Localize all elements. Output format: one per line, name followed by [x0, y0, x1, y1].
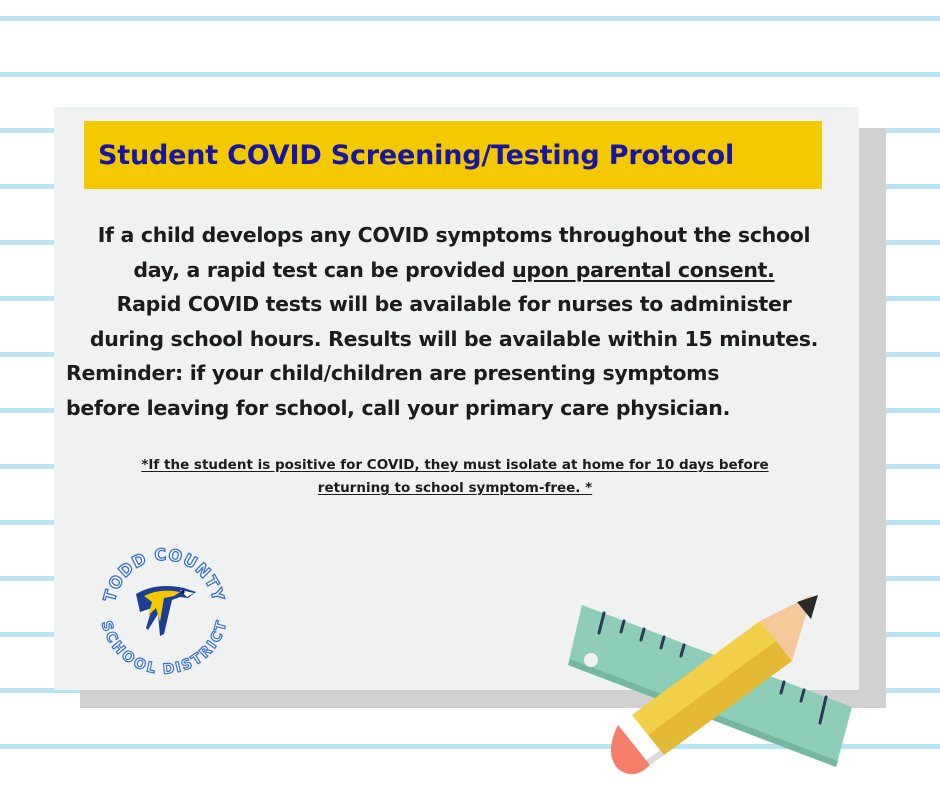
body-line-6: before leaving for school, call your primary care physician. — [66, 395, 731, 420]
page-title: Student COVID Screening/Testing Protocol — [98, 139, 735, 171]
body-line-1: If a child develops any COVID symptoms throughout the school — [97, 223, 811, 247]
logo-bottom-text: SCHOOL DISTRICT — [97, 619, 231, 676]
logo-top-text: TODD COUNTY — [99, 544, 229, 604]
isolation-note — [70, 454, 840, 500]
parental-consent-emphasis: upon parental consent. — [512, 257, 775, 282]
title-banner — [84, 121, 822, 189]
body-line-2-text: day, a rapid test can be provided — [133, 257, 513, 282]
note-line-1: *If the student is positive for COVID, they must isolate at home for 10 days before — [141, 457, 769, 473]
body-line-3: Rapid COVID tests will be available for nurses to administer — [116, 292, 792, 316]
body-line-5: Reminder: if your child/children are presenting symptoms — [66, 361, 720, 385]
falcon-logo-icon — [96, 540, 232, 676]
school-district-logo — [96, 540, 232, 676]
protocol-body — [66, 218, 842, 425]
note-line-2: returning to school symptom-free. * — [317, 480, 593, 496]
ruler-pencil-illustration — [560, 585, 860, 780]
body-line-2 — [66, 253, 842, 288]
body-line-4: during school hours. Results will be available within 15 minutes. — [89, 326, 819, 351]
